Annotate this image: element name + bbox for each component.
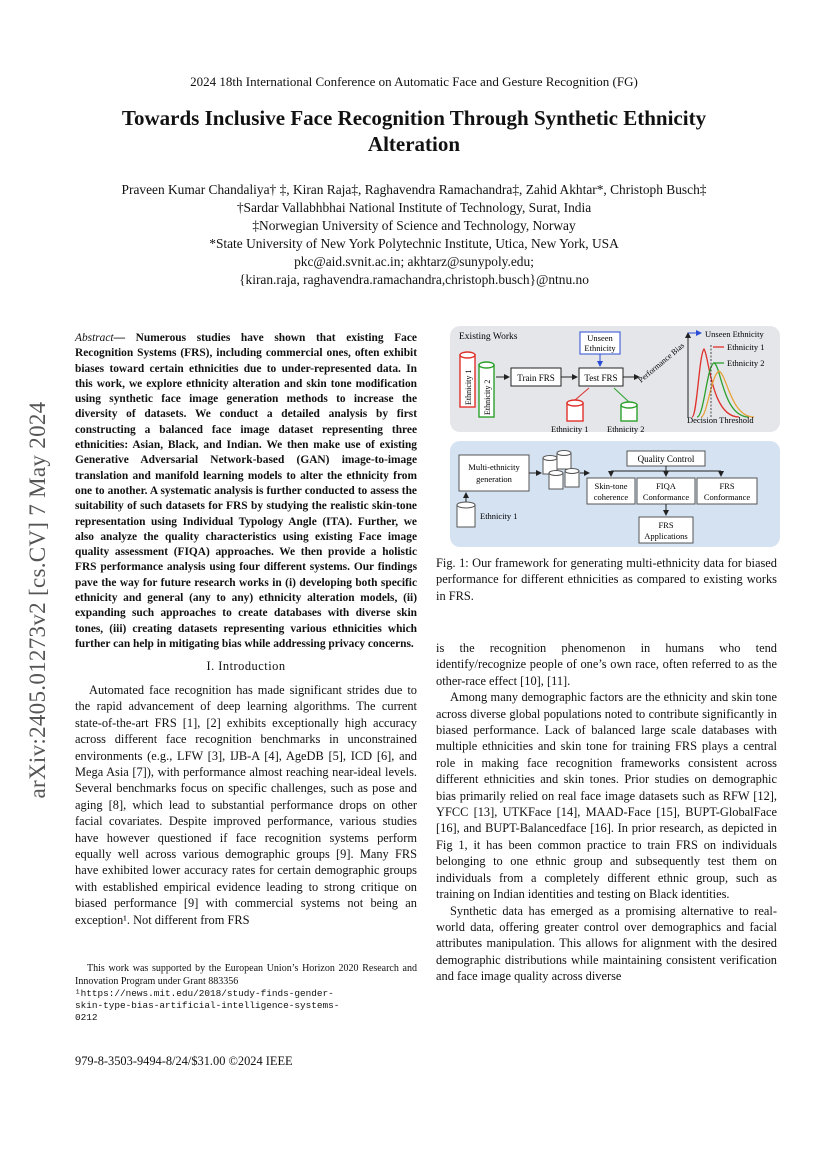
test-frs-label: Test FRS (584, 373, 618, 383)
title-line-2: Alteration (367, 132, 461, 156)
copyright-notice: 979-8-3503-9494-8/24/$31.00 ©2024 IEEE (75, 1054, 293, 1068)
skin-tone-label-1: Skin-tone (594, 481, 628, 491)
multi-ethnicity-label-1: Multi-ethnicity (468, 462, 520, 472)
footnote-url-1[interactable]: ¹https://news.mit.edu/2018/study-finds-gender- (75, 988, 334, 999)
ethnicity-2-test-cylinder-icon (621, 402, 637, 421)
right-column-body (436, 640, 777, 985)
performance-bias-label: Performance Bias (636, 340, 687, 385)
right-paragraph-3: Synthetic data has emerged as a promising alternative to real-world data, offering greater control over demographics and facial attributes manipulation. This allows for alignment with the desired demographic distributions while maintaining consistent verification and face image quality across diverse (436, 903, 777, 984)
fiqa-label-1: FIQA (656, 481, 676, 491)
affiliation-2: ‡Norwegian University of Science and Technology, Norway (252, 218, 576, 233)
footnote (75, 962, 417, 1024)
abstract-text: — Numerous studies have shown that existing Face Recognition Systems (FRS), including commercial ones, often exhibit biases toward certain ethnicities due to under-represented data. In this work, we explore ethnicity alteration and skin tone modification using synthetic face image generation methods to increase the diversity of datasets. We conduct a detailed analysis by first constructing a balanced face image dataset representing three ethnicities: Asian, Black, and Indian. We then make use of existing Generative Adversarial Network-based (GAN) image-to-image translation and manifold learning models to alter the ethnicity from one to another. A systematic analysis is further conducted to assess the suitability of such datasets for FRS by studying the realistic skin-tone representation using Individual Typology Angle (ITA). Further, we also analyze the quality characteristics using existing Face image quality assessment (FIQA) approaches. We then provide a holistic FRS performance analysis using four different systems. Our findings pave the way for future research works in (i) developing both specific ethnicity and general (any to any) ethnicity alteration models, (ii) expanding such approaches to create databases with diverse skin tones, (iii) creating datasets representing various ethnicities which further can help in mitigating bias while addressing privacy concerns. (75, 332, 417, 650)
legend-ethnicity-2: Ethnicity 2 (727, 358, 765, 368)
unseen-label-1: Unseen (587, 333, 613, 343)
skin-tone-label-2: coherence (593, 492, 629, 502)
fiqa-label-2: Conformance (642, 492, 690, 502)
introduction-body (75, 682, 417, 928)
funding-note: This work was supported by the European Union’s Horizon 2020 Research and Innovation Program under Grant 883356 (75, 963, 417, 987)
train-frs-label: Train FRS (517, 373, 555, 383)
abstract-label: Abstract (75, 332, 114, 344)
author-block (60, 181, 768, 289)
right-paragraph-1: is the recognition phenomenon in humans who tend identify/recognize people of one’s own race, often referred to as the other-race effect [10], [11]. (436, 641, 777, 688)
affiliation-1: †Sardar Vallabhbhai National Institute of Technology, Surat, India (236, 200, 592, 215)
multi-ethnicity-label-2: generation (476, 474, 512, 484)
email-line-2: {kiran.raja, raghavendra.ramachandra,christoph.busch}@ntnu.no (239, 272, 589, 287)
frs-conformance-label-1: FRS (719, 481, 735, 491)
footnote-url-3[interactable]: 0212 (75, 1012, 98, 1023)
author-names: Praveen Kumar Chandaliya† ‡, Kiran Raja‡, Raghavendra Ramachandra‡, Zahid Akhtar*, Christoph Busch‡ (121, 182, 707, 197)
ethnicity-1-test-cylinder-icon (567, 400, 583, 421)
section-heading-introduction: I. Introduction (206, 659, 286, 673)
frs-applications-label-1: FRS (658, 520, 674, 530)
abstract (75, 331, 417, 652)
quality-control-label: Quality Control (637, 454, 695, 464)
frs-conformance-label-2: Conformance (703, 492, 751, 502)
decision-threshold-label: Decision Threshold (687, 415, 754, 425)
test-cyl-ethnicity-1-label: Ethnicity 1 (551, 424, 589, 434)
email-line-1: pkc@aid.svnit.ac.in; akhtarz@sunypoly.edu; (294, 254, 534, 269)
paper-title (90, 105, 738, 157)
ethnicity-1-vertical-label: Ethnicity 1 (464, 369, 473, 405)
footnote-url-2[interactable]: skin-type-bias-artificial-intelligence-systems- (75, 1000, 340, 1011)
source-ethnicity-label: Ethnicity 1 (480, 511, 518, 521)
right-paragraph-2: Among many demographic factors are the ethnicity and skin tone across diverse global populations noted to contribute significantly in biased performance. Lack of balanced large scale databases with multiple ethnicities and skin tone for training FRS plays a central role in making face recognition frameworks consistent across different ethnicities and skin tones. Prior studies on demographic bias primarily relied on real face image datasets such as RFW [12], YFCC [13], UTKFace [14], MAAD-Face [15], BUPT-GlobalFace [16], and BUPT-Balancedface [16]. In prior research, as depicted in Fig 1, it has been common practice to train FRS on individuals belonging to one ethnic group and subsequently test them on individuals from a completely different ethnic group, such as training on Indian identities and testing on Black identities. (436, 690, 777, 902)
figure-1-caption: Fig. 1: Our framework for generating multi-ethnicity data for biased performance for different ethnicities as compared to existing works in FRS. (436, 556, 777, 603)
arxiv-id-text: arXiv:2405.01273v2 [cs.CV] 7 May 2024 (25, 401, 50, 799)
intro-paragraph: Automated face recognition has made significant strides due to the rapid advancement of deep learning algorithms. The current state-of-the-art FRS [1], [2] exhibits exceptionally high accuracy across different face recognition benchmarks in unconstrained environments (e.g., LFW [3], IJB-A [4], AgeDB [5], ICD [6], and Mega Asia [7]), with performance almost reaching near-ideal levels. Several benchmarks focus on specific challenges, such as pose and aging [8], which lead to substantial performance drops on other facial covariates. Despite improved performance, various studies have however questioned if face recognition systems perform equally well across various demographic groups [9]. Many FRS have exhibited lower accuracy rates for certain demographic groups with established empirical evidence leading to strong critique on biased performance [9] with commercial systems not being an exception¹. Not different from FRS (75, 683, 417, 927)
source-ethnicity-cylinder-icon (457, 502, 475, 527)
multi-ethnicity-generation-box (459, 455, 529, 491)
title-line-1: Towards Inclusive Face Recognition Through Synthetic Ethnicity (121, 106, 707, 130)
figure-1-framework (449, 325, 781, 547)
frs-applications-label-2: Applications (644, 531, 688, 541)
legend-unseen: Unseen Ethnicity (705, 329, 764, 339)
test-cyl-ethnicity-2-label: Ethnicity 2 (607, 424, 645, 434)
conference-header: 2024 18th International Conference on Automatic Face and Gesture Recognition (FG) (190, 74, 638, 89)
affiliation-3: *State University of New York Polytechnic Institute, Utica, New York, USA (209, 236, 619, 251)
arxiv-identifier (18, 360, 58, 840)
legend-ethnicity-1: Ethnicity 1 (727, 342, 765, 352)
unseen-label-2: Ethnicity (584, 343, 616, 353)
ethnicity-2-vertical-label: Ethnicity 2 (483, 379, 492, 415)
existing-works-label: Existing Works (459, 332, 518, 342)
